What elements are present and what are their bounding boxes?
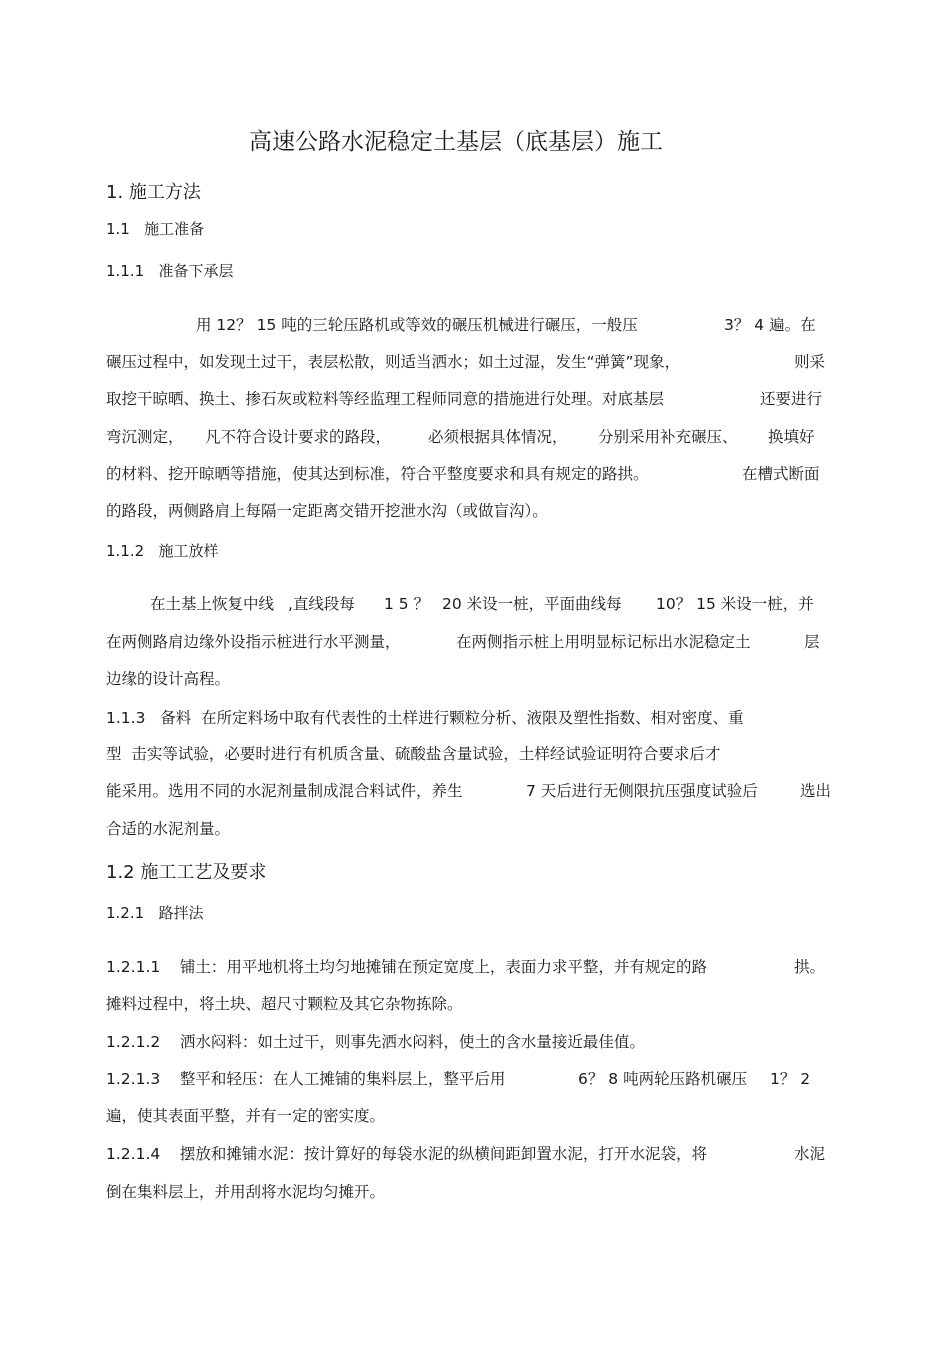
paragraph-text: 1 5 ？ [384,595,430,613]
paragraph-text: 6？ 8 吨两轮压路机碾压 [578,1070,748,1088]
paragraph-text: 边缘的设计高程。 [106,670,231,688]
paragraph-text: 能采用。选用不同的水泥剂量制成混合料试件，养生 [106,782,463,800]
paragraph-text: 在两侧路肩边缘外设指示桩进行水平测量， [106,633,401,651]
paragraph-text: 在两侧指示桩上用明显标记标出水泥稳定土 [456,633,751,651]
paragraph-text: 10？ 15 米设一桩，并 [656,595,814,613]
paragraph-text: 遍，使其表面平整，并有一定的密实度。 [106,1107,386,1125]
paragraph-text: 合适的水泥剂量。 [106,820,231,838]
paragraph-text: 的材料、挖开晾晒等措施，使其达到标准，符合平整度要求和具有规定的路拱。 [106,465,649,483]
paragraph-text: 1？ 2 [770,1070,811,1088]
paragraph-text: 1.2.1.4 摆放和摊铺水泥：按计算好的每袋水泥的纵横间距卸置水泥，打开水泥袋，将 [106,1145,707,1163]
paragraph-text: 的路段，两侧路肩上每隔一定距离交错开挖泄水沟（或做盲沟）。 [106,502,548,520]
paragraph-text: 1.1.3 备料 在所定料场中取有代表性的土样进行颗粒分析、液限及塑性指数、相对密度、重 [106,709,744,727]
paragraph-text: 还要进行 [760,390,823,408]
paragraph-text: 1.2.1.3 整平和轻压：在人工摊铺的集料层上，整平后用 [106,1070,506,1088]
paragraph-text: 20 米设一桩，平面曲线每 [442,595,622,613]
paragraph-text: 倒在集料层上，并用刮将水泥均匀摊开。 [106,1183,386,1201]
paragraph-text: 选出 [800,782,832,800]
section-heading-1: 1. 施工方法 [106,182,201,203]
section-heading-1-1-1: 1.1.1 准备下承层 [106,262,234,280]
paragraph-text: 在土基上恢复中线 [150,595,275,613]
paragraph-text: 7 天后进行无侧限抗压强度试验后 [526,782,758,800]
paragraph-text: 换填好 [768,428,815,446]
paragraph-text: 摊料过程中，将土块、超尺寸颗粒及其它杂物拣除。 [106,995,463,1013]
paragraph-text: 水泥 [794,1145,826,1163]
section-heading-1-2-1: 1.2.1 路拌法 [106,904,204,922]
paragraph-text: 必须根据具体情况， [428,428,568,446]
paragraph-text: 弯沉测定， [106,428,184,446]
paragraph-text: 1.2.1.1 铺土：用平地机将土均匀地摊铺在预定宽度上，表面力求平整，并有规定的路 [106,958,707,976]
section-heading-1-1-2: 1.1.2 施工放样 [106,542,219,560]
paragraph-text: ,直线段每 [288,595,355,613]
paragraph-text: 3？ 4 遍。在 [724,316,816,334]
paragraph-text: 拱。 [794,958,826,976]
section-heading-1-1: 1.1 施工准备 [106,220,205,238]
paragraph-text: 用 12？ 15 吨的三轮压路机或等效的碾压机械进行碾压，一般压 [196,316,638,334]
paragraph-text: 型 击实等试验，必要时进行有机质含量、硫酸盐含量试验，土样经试验证明符合要求后才 [106,745,721,763]
paragraph-text: 分别采用补充碾压、 [598,428,738,446]
page-title: 高速公路水泥稳定土基层（底基层）施工 [249,129,663,155]
paragraph-text: 则采 [794,353,826,371]
paragraph-text: 凡不符合设计要求的路段， [205,428,392,446]
paragraph-text: 层 [804,633,820,651]
paragraph-text: 取挖干晾晒、换土、掺石灰或粒料等经监理工程师同意的措施进行处理。对底基层 [106,390,665,408]
paragraph-text: 碾压过程中，如发现土过干，表层松散，则适当洒水；如土过湿，发生“弹簧”现象， [106,353,681,371]
paragraph-text: 1.2.1.2 洒水闷料：如土过干，则事先洒水闷料，使土的含水量接近最佳值。 [106,1033,645,1051]
section-heading-1-2: 1.2 施工工艺及要求 [106,862,267,883]
paragraph-text: 在槽式断面 [742,465,820,483]
